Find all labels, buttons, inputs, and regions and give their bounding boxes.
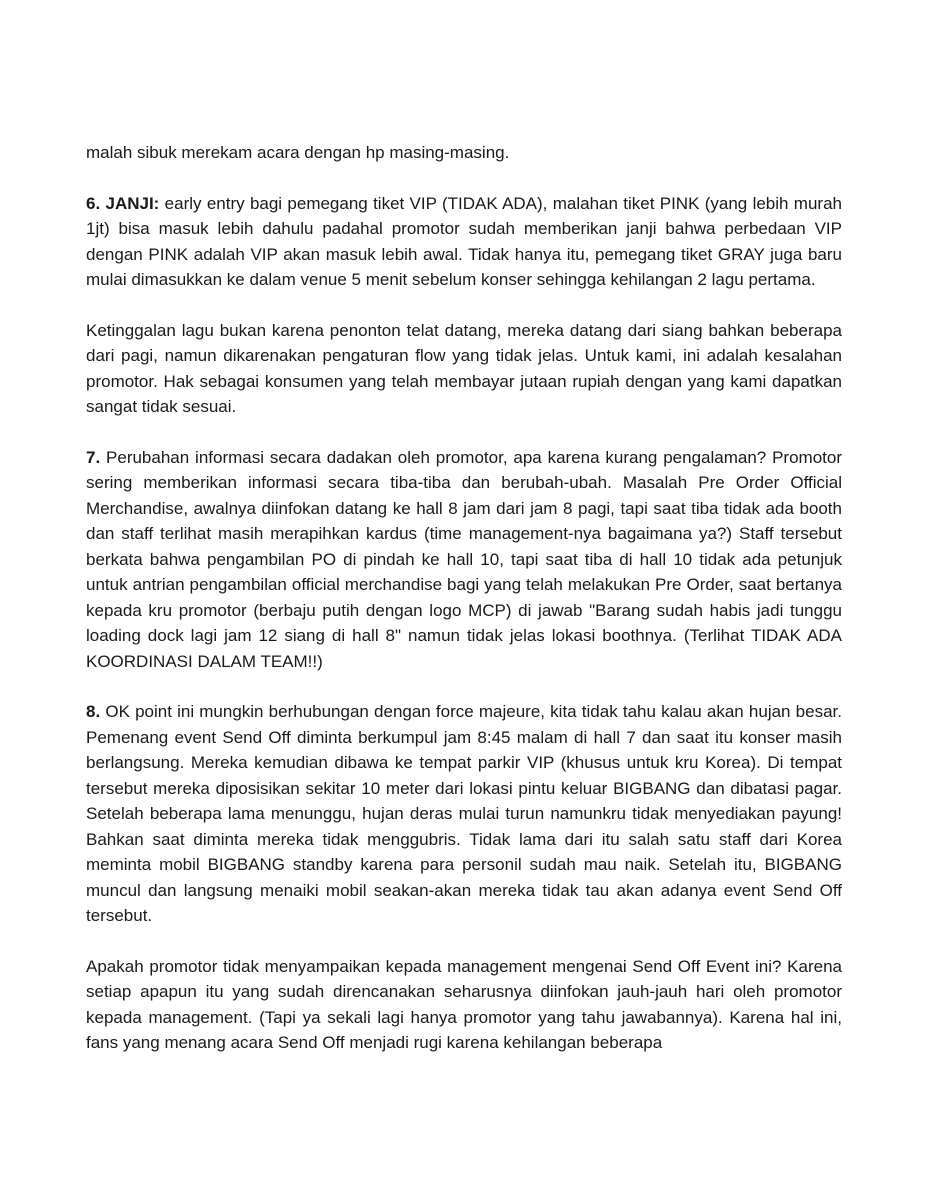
paragraph-intro (86, 140, 842, 166)
point-8-text: OK point ini mungkin berhubungan dengan force majeure, kita tidak tahu kalau akan hujan besar. Pemenang event Send Off diminta berkumpul jam 8:45 malam di hall 7 dan saat itu konser masih berlangsung. Mereka kemudian dibawa ke tempat parkir VIP (khusus untuk kru Korea). Di tempat tersebut mereka diposisikan sekitar 10 meter dari lokasi pintu keluar BIGBANG dan dibatasi pagar. Setelah beberapa lama menunggu, hujan deras mulai turun namunkru tidak menyediakan payung! Bahkan saat diminta mereka tidak menggubris. Tidak lama dari itu salah satu staff dari Korea meminta mobil BIGBANG standby karena para personil sudah mau naik. Setelah itu, BIGBANG muncul dan langsung menaiki mobil seakan-akan mereka tidak tau akan adanya event Send Off tersebut. (86, 702, 842, 925)
point-6-number: 6. (86, 193, 106, 213)
paragraph-management (86, 954, 842, 1056)
point-7-text: Perubahan informasi secara dadakan oleh promotor, apa karena kurang pengalaman? Promotor sering memberikan informasi secara tiba-tiba dan berubah-ubah. Masalah Pre Order Official Merchandise, awalnya diinfokan datang ke hall 8 jam dari jam 8 pagi, tapi saat tiba tidak ada booth dan staff terlihat masih merapihkan kardus (time management-nya bagaimana ya?) Staff tersebut berkata bahwa pengambilan PO di pindah ke hall 10, tapi saat tiba di hall 10 tidak ada petunjuk untuk antrian pengambilan official merchandise bagi yang telah melakukan Pre Order, saat bertanya kepada kru promotor (berbaju putih dengan logo MCP) di jawab "Barang sudah habis jadi tunggu loading dock lagi jam 12 siang di hall 8" namun tidak jelas lokasi boothnya. (Terlihat TIDAK ADA KOORDINASI DALAM TEAM!!) (86, 447, 842, 671)
paragraph-late-songs-text: Ketinggalan lagu bukan karena penonton telat datang, mereka datang dari siang bahkan beberapa dari pagi, namun dikarenakan pengaturan flow yang tidak jelas. Untuk kami, ini adalah kesalahan promotor. Hak sebagai konsumen yang telah membayar jutaan rupiah dengan yang kami dapatkan sangat tidak sesuai. (86, 320, 842, 416)
point-8-number: 8. (86, 702, 101, 721)
point-6-label: JANJI: (105, 193, 160, 213)
paragraph-point-6 (86, 191, 842, 293)
point-7-number: 7. (86, 447, 101, 467)
document-page (86, 140, 842, 1081)
paragraph-intro-text: malah sibuk merekam acara dengan hp masing-masing. (86, 143, 510, 162)
paragraph-point-8 (86, 699, 842, 929)
point-6-text: early entry bagi pemegang tiket VIP (TIDAK ADA), malahan tiket PINK (yang lebih murah 1jt) bisa masuk lebih dahulu padahal promotor sudah memberikan janji bahwa perbedaan VIP dengan PINK adalah VIP akan masuk lebih awal. Tidak hanya itu, pemegang tiket GRAY juga baru mulai dimasukkan ke dalam venue 5 menit sebelum konser sehingga kehilangan 2 lagu pertama. (86, 193, 842, 289)
paragraph-management-text: Apakah promotor tidak menyampaikan kepada management mengenai Send Off Event ini? Karena setiap apapun itu yang sudah direncanakan seharusnya diinfokan jauh-jauh hari oleh promotor kepada management. (Tapi ya sekali lagi hanya promotor yang tahu jawabannya). Karena hal ini, fans yang menang acara Send Off menjadi rugi karena kehilangan beberapa (86, 956, 842, 1052)
paragraph-point-7 (86, 445, 842, 675)
paragraph-late-songs (86, 318, 842, 420)
